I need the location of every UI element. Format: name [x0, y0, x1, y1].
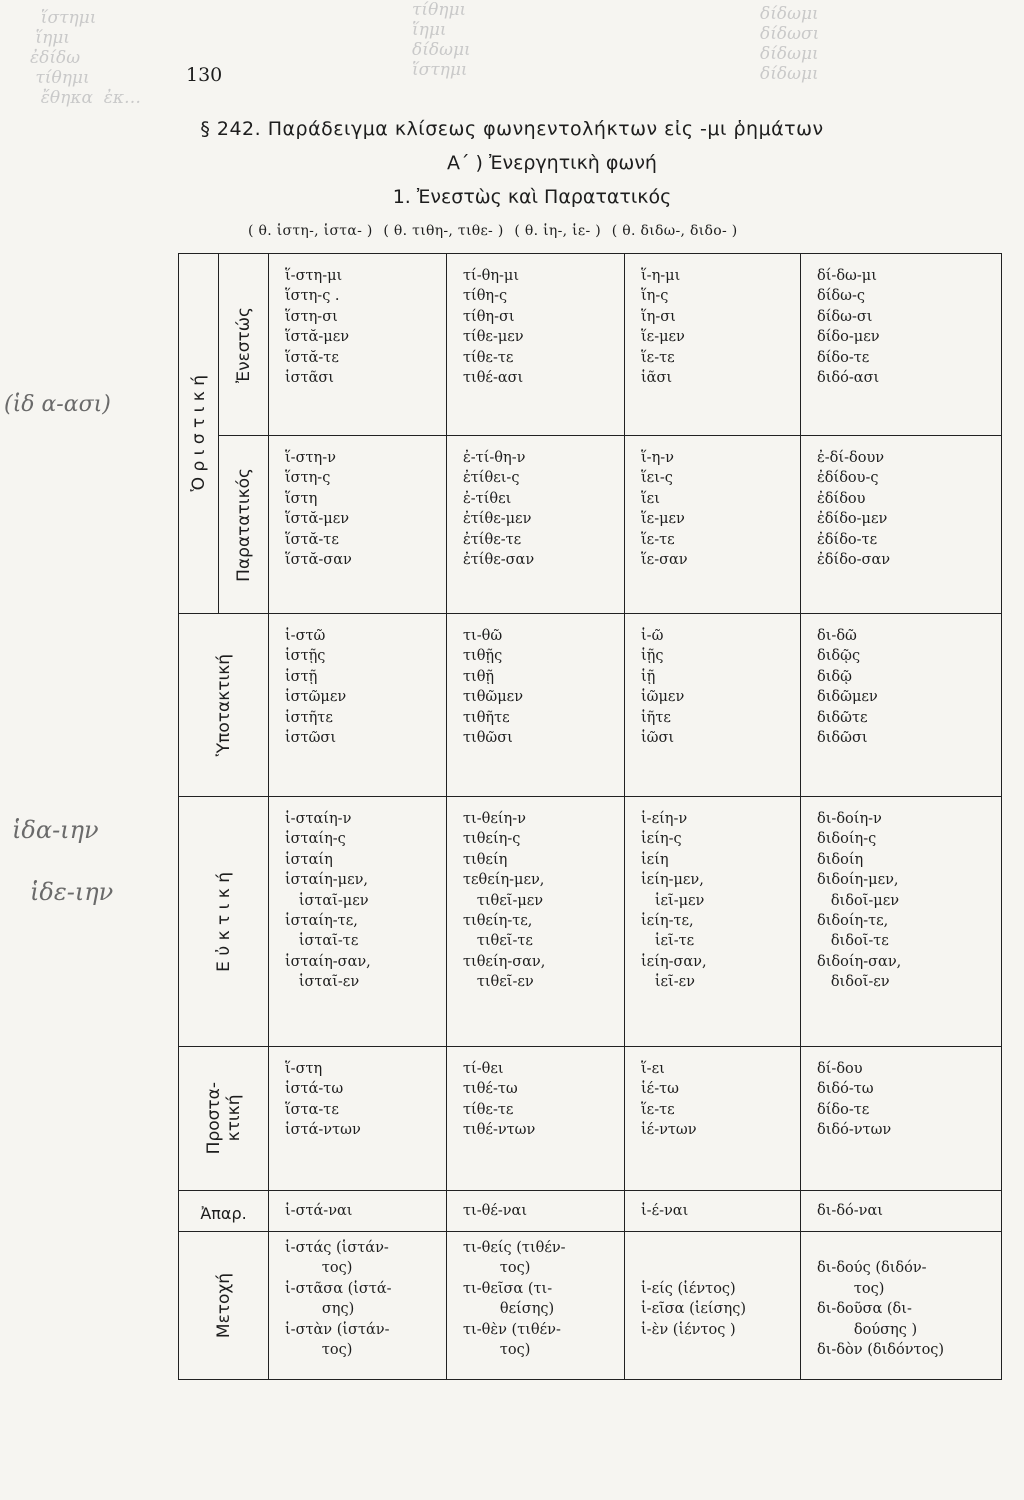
margin-note-1: (ἱδ α-ασι)	[4, 392, 111, 417]
tense-label-enestos: Ἐνεστώς	[219, 254, 269, 436]
table-row-prostaktiki	[179, 1047, 1002, 1191]
theme-hiemi: ( θ. ἱη-, ἱε- )	[514, 223, 601, 239]
form-enestos-tithemi: τί-θη-μι τίθη-ς τίθη-σι τίθε-μεν τίθε-τε τιθέ-ασι	[463, 268, 524, 387]
form-euktiki-tithemi: τι-θείη-ν τιθείη-ς τιθείη τεθείη-μεν, τιθεῖ-μεν τιθείη-τε, τιθεῖ-τε τιθείη-σαν, τιθεῖ-εν	[463, 811, 546, 991]
mood-label-metochi: Μετοχή	[179, 1232, 269, 1380]
form-paratatikos-histemi: ἵ-στη-ν ἵστη-ς ἵστη ἵστᾰ-μεν ἵστᾰ-τε ἵστᾰ-σαν	[285, 450, 352, 569]
form-prostaktiki-tithemi: τί-θει τιθέ-τω τίθε-τε τιθέ-ντων	[463, 1061, 536, 1139]
form-prostaktiki-hiemi: ἵ-ει ἱέ-τω ἵε-τε ἱέ-ντων	[641, 1061, 697, 1139]
form-paratatikos-didomi: ἐ-δί-δουν ἐδίδου-ς ἐδίδου ἐδίδο-μεν ἐδίδο-τε ἐδίδο-σαν	[817, 450, 891, 569]
form-metochi-histemi: ἱ-στάς (ἱστάν- τος) ἱ-στᾶσα (ἱστά- σης) ἱ-στὰν (ἱστάν- τος)	[285, 1240, 392, 1359]
table-row-metochi	[179, 1232, 1002, 1380]
theme-didomi: ( θ. διδω-, διδο- )	[611, 223, 738, 239]
theme-histemi: ( θ. ἱστη-, ἱστα- )	[248, 223, 373, 239]
form-aparemfato-didomi: δι-δό-ναι	[817, 1203, 883, 1219]
mood-label-euktiki: Ε ὐ κ τ ι κ ή	[179, 797, 269, 1047]
voice-subtitle: Α΄ ) Ἐνεργητικὴ φωνή	[447, 152, 657, 174]
group-label-oristiki: Ὁ ρ ι σ τ ι κ ή	[179, 254, 219, 614]
conjugation-table	[178, 253, 1002, 1380]
form-paratatikos-hiemi: ἵ-η-ν ἵει-ς ἵει ἵε-μεν ἵε-τε ἵε-σαν	[641, 450, 688, 569]
table-row-enestos	[179, 254, 1002, 436]
mood-label-aparemfato: Ἀπαρ.	[179, 1191, 269, 1232]
mood-label-ypotaktiki: Ὑποτακτική	[179, 614, 269, 797]
pencil-scribble-right: δίδωμι δίδωσι δίδωμι δίδωμι	[760, 4, 820, 84]
margin-note-2: ἱδα-ιην	[12, 816, 99, 844]
form-euktiki-histemi: ἱ-σταίη-ν ἱσταίη-ς ἱσταίη ἱσταίη-μεν, ἱσταῖ-μεν ἱσταίη-τε, ἱσταῖ-τε ἱσταίη-σαν, ἱσταῖ-εν	[285, 811, 371, 991]
margin-note-3: ἱδε-ιην	[30, 878, 114, 906]
form-metochi-tithemi: τι-θείς (τιθέν- τος) τι-θεῖσα (τι- θείσης) τι-θὲν (τιθέν- τος)	[463, 1240, 566, 1359]
table-row-aparemfato	[179, 1191, 1002, 1232]
form-metochi-didomi: δι-δούς (διδόν- τος) δι-δοῦσα (δι- δούσης ) δι-δὸν (διδόντος)	[817, 1260, 945, 1359]
page-number: 130	[186, 64, 223, 86]
tense-heading: 1. Ἐνεστὼς καὶ Παρατατικός	[392, 186, 672, 208]
form-ypotaktiki-hiemi: ἱ-ῶ ἱῇς ἱῇ ἱῶμεν ἱῆτε ἱῶσι	[641, 628, 685, 747]
form-euktiki-didomi: δι-δοίη-ν διδοίη-ς διδοίη διδοίη-μεν, διδοῖ-μεν διδοίη-τε, διδοῖ-τε διδοίη-σαν, διδοῖ-εν	[817, 811, 902, 991]
form-aparemfato-tithemi: τι-θέ-ναι	[463, 1203, 528, 1219]
form-euktiki-hiemi: ἱ-είη-ν ἱείη-ς ἱείη ἱείη-μεν, ἱεῖ-μεν ἱείη-τε, ἱεῖ-τε ἱείη-σαν, ἱεῖ-εν	[641, 811, 707, 991]
section-title: § 242. Παράδειγμα κλίσεως φωνηεντολήκτων εἰς -μι ῥημάτων	[200, 118, 824, 140]
table-row-euktiki	[179, 797, 1002, 1047]
theme-tithemi: ( θ. τιθη-, τιθε- )	[383, 223, 504, 239]
form-metochi-hiemi: ἱ-είς (ἱέντος) ἱ-εῖσα (ἱείσης) ἱ-ὲν (ἱέντος )	[641, 1280, 746, 1338]
form-enestos-didomi: δί-δω-μι δίδω-ς δίδω-σι δίδο-μεν δίδο-τε διδό-ασι	[817, 268, 880, 387]
form-ypotaktiki-histemi: ἱ-στῶ ἱστῇς ἱστῇ ἱστῶμεν ἱστῆτε ἱστῶσι	[285, 628, 347, 747]
form-aparemfato-histemi: ἱ-στά-ναι	[285, 1203, 353, 1219]
form-aparemfato-hiemi: ἱ-έ-ναι	[641, 1203, 689, 1219]
form-paratatikos-tithemi: ἐ-τί-θη-ν ἐτίθει-ς ἐ-τίθει ἐτίθε-μεν ἐτίθε-τε ἐτίθε-σαν	[463, 450, 535, 569]
form-prostaktiki-didomi: δί-δου διδό-τω δίδο-τε διδό-ντων	[817, 1061, 892, 1139]
pencil-scribble-center: τίθημι ἵημι δίδωμι ἵστημι	[412, 0, 471, 80]
pencil-scribble-left: ἵστημι ἵημι ἐδίδω τίθημι ἔθηκα ἐκ…	[30, 8, 142, 108]
verb-themes	[248, 223, 744, 239]
form-ypotaktiki-didomi: δι-δῶ διδῷς διδῷ διδῶμεν διδῶτε διδῶσι	[817, 628, 878, 747]
form-enestos-hiemi: ἵ-η-μι ἵη-ς ἵη-σι ἵε-μεν ἵε-τε ἱᾶσι	[641, 268, 685, 387]
table-row-ypotaktiki	[179, 614, 1002, 797]
form-ypotaktiki-tithemi: τι-θῶ τιθῇς τιθῇ τιθῶμεν τιθῆτε τιθῶσι	[463, 628, 524, 747]
form-enestos-histemi: ἵ-στη-μι ἵστη-ς . ἵστη-σι ἵστᾰ-μεν ἵστᾰ-τε ἱστᾶσι	[285, 268, 350, 387]
mood-label-prostaktiki: Προστα- κτική	[179, 1047, 269, 1191]
tense-label-paratatikos: Παρατατικός	[219, 436, 269, 614]
table-row-paratatikos	[179, 436, 1002, 614]
form-prostaktiki-histemi: ἵ-στη ἱστά-τω ἵστα-τε ἱστά-ντων	[285, 1061, 361, 1139]
